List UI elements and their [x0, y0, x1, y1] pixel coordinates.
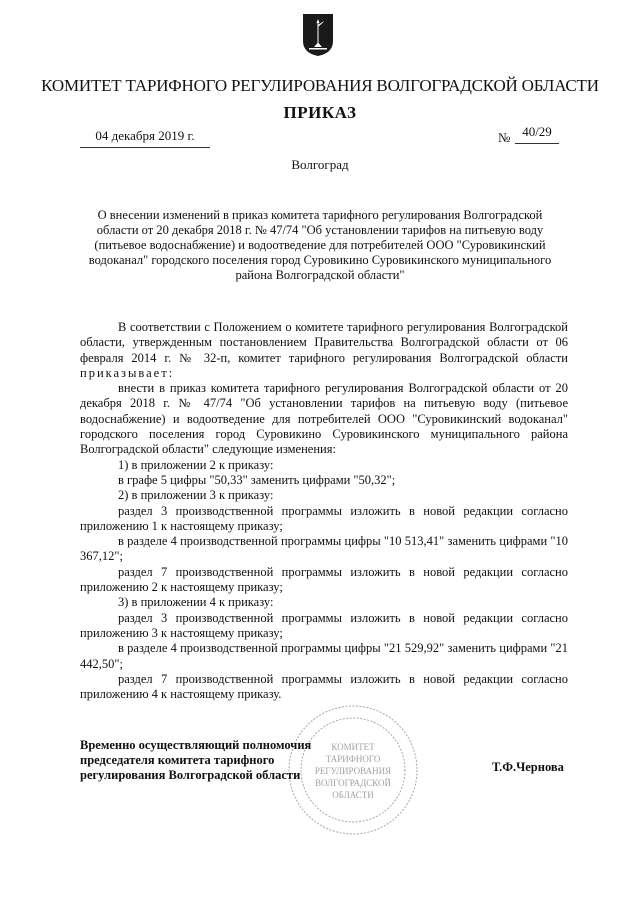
- item-2-text-a: раздел 3 производственной программы изложить в новой редакции согласно приложению 1 к настоящему приказу;: [80, 503, 568, 533]
- svg-text:ТАРИФНОГО: ТАРИФНОГО: [325, 754, 381, 764]
- item-2-text-c: раздел 7 производственной программы изложить в новой редакции согласно приложению 2 к настоящему приказу;: [80, 564, 568, 595]
- intro-text: В соответствии с Положением о комитете тарифного регулирования Волгоградской области, утвержденным постановлением Правительства Волгоградской области от 06 февраля 2014 г. № 32-п, комитет тарифного регулирования Волгоградской области: [80, 320, 568, 365]
- item-3-text-a: раздел 3 производственной программы изложить в новой редакции согласно приложению 3 к настоящему приказу;: [80, 610, 568, 640]
- item-3-text-b: в разделе 4 производственной программы цифры "21 529,92" заменить цифрами "21 442,50";: [80, 641, 568, 671]
- item-3-heading: 3) в приложении 4 к приказу:: [118, 595, 274, 610]
- intro-paragraph: [80, 320, 568, 381]
- signatory-name: Т.Ф.Чернова: [492, 760, 564, 774]
- document-type-title: ПРИКАЗ: [283, 103, 357, 122]
- signatory-position: [80, 738, 360, 783]
- signatory-line-2: председателя комитета тарифного: [80, 753, 275, 767]
- order-number: 40/29: [515, 124, 559, 144]
- svg-text:ОБЛАСТИ: ОБЛАСТИ: [332, 790, 374, 800]
- main-clause: внести в приказ комитета тарифного регулирования Волгоградской области от 20 декабря 2018 г. № 47/74 "Об установлении тарифов на питьевую воду (питьевое водоснабжение) и водоотведение для потребителей ООО "Суровикинский водоканал" городского поселения город Суровикино Суровикинского муниципального района Волгоградской области" следующие изменения:: [80, 381, 568, 457]
- svg-text:КОМИТЕТ: КОМИТЕТ: [331, 742, 375, 752]
- orders-word: приказывает:: [80, 365, 175, 380]
- order-date: 04 декабря 2019 г.: [80, 128, 210, 148]
- committee-name: КОМИТЕТ ТАРИФНОГО РЕГУЛИРОВАНИЯ ВОЛГОГРАДСКОЙ ОБЛАСТИ: [41, 76, 599, 95]
- item-1-heading: 1) в приложении 2 к приказу:: [118, 457, 274, 472]
- order-subject: О внесении изменений в приказ комитета тарифного регулирования Волгоградской области от 20 декабря 2018 г. № 47/74 "Об установлении тарифов на питьевую воду (питьевое водоснабжение) и водоотведение для потребителей ООО "Суровикинский водоканал" городского поселения город Суровикино Суровикинского муниципального района Волгоградской области": [88, 208, 552, 282]
- signatory-line-1: Временно осуществляющий полномочия: [80, 738, 312, 752]
- svg-text:ВОЛГОГРАДСКОЙ: ВОЛГОГРАДСКОЙ: [314, 778, 392, 788]
- coat-of-arms-icon: [302, 13, 334, 57]
- item-2-text-b: в разделе 4 производственной программы цифры "10 513,41" заменить цифрами "10 367,12";: [80, 534, 568, 564]
- number-label: №: [498, 130, 511, 145]
- item-1-text: в графе 5 цифры "50,33" заменить цифрами "50,32";: [118, 472, 396, 487]
- order-body: [80, 320, 568, 702]
- item-3-text-c: раздел 7 производственной программы изложить в новой редакции согласно приложению 4 к настоящему приказу.: [80, 671, 568, 702]
- item-2-heading: 2) в приложении 3 к приказу:: [118, 488, 274, 503]
- signatory-line-3: регулирования Волгоградской области: [80, 768, 301, 782]
- svg-text:РЕГУЛИРОВАНИЯ: РЕГУЛИРОВАНИЯ: [314, 766, 392, 776]
- city-name: Волгоград: [291, 157, 349, 172]
